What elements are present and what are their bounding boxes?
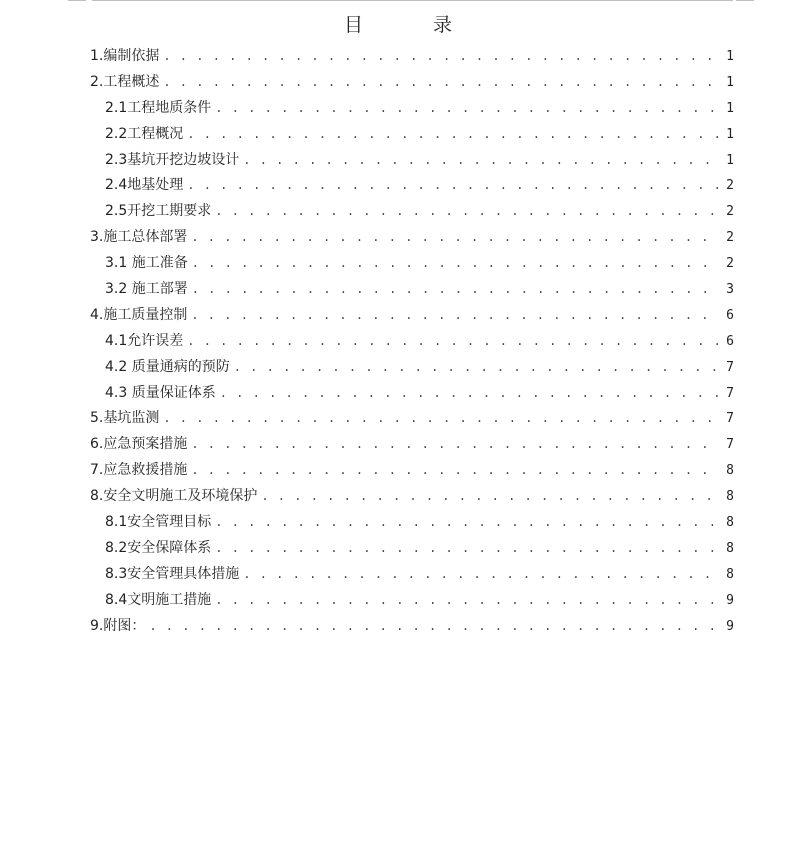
toc-entry-page-number: 8	[726, 540, 734, 556]
toc-entry-label: 3.1 施工准备	[105, 255, 188, 272]
toc-entry[interactable]	[90, 381, 734, 407]
toc-dot-leader	[163, 406, 718, 432]
toc-entry-label: 4.2 质量通病的预防	[105, 358, 230, 375]
toc-entry-page-number: 8	[726, 489, 734, 505]
toc-dot-leader	[215, 199, 718, 225]
toc-dot-leader	[163, 44, 718, 70]
toc-entry-page-number: 2	[726, 230, 734, 246]
toc-entry[interactable]	[90, 614, 734, 640]
toc-entry[interactable]	[90, 225, 734, 251]
toc-entry-page-number: 1	[726, 152, 734, 168]
toc-entry[interactable]	[90, 44, 734, 70]
toc-entry-label: 1.编制依据	[90, 48, 160, 64]
toc-entry[interactable]	[90, 70, 734, 96]
toc-entry-page-number: 1	[726, 126, 734, 142]
page-top-edge	[92, 0, 733, 4]
toc-entry-label: 6.应急预案措施	[90, 436, 188, 453]
toc-entry-page-number: 7	[726, 411, 734, 427]
toc-entry[interactable]	[90, 484, 734, 510]
toc-entry-label: 8.安全文明施工及环境保护	[90, 488, 258, 505]
table-of-contents	[90, 44, 734, 639]
toc-entry-label: 9.附图：	[90, 617, 146, 634]
toc-entry-label: 8.1安全管理目标	[105, 514, 212, 531]
toc-dot-leader	[187, 122, 718, 148]
toc-entry-page-number: 9	[726, 618, 734, 634]
toc-dot-leader	[215, 588, 718, 614]
toc-entry-page-number: 1	[726, 49, 734, 64]
toc-dot-leader	[187, 329, 718, 355]
toc-dot-leader	[191, 458, 718, 484]
toc-entry-label: 8.3安全管理具体措施	[105, 565, 240, 582]
toc-dot-leader	[215, 536, 718, 562]
toc-entry[interactable]	[90, 458, 734, 484]
toc-entry-label: 2.2工程概况	[105, 125, 184, 142]
toc-dot-leader	[220, 381, 718, 407]
toc-dot-leader	[215, 510, 718, 536]
toc-entry-page-number: 8	[726, 566, 734, 582]
toc-entry-label: 7.应急救援措施	[90, 462, 188, 479]
toc-dot-leader	[187, 173, 718, 199]
toc-entry-label: 2.1工程地质条件	[105, 99, 212, 116]
toc-entry[interactable]	[90, 122, 734, 148]
toc-entry[interactable]	[90, 355, 734, 381]
page-corner-mark-right	[736, 0, 754, 4]
toc-entry[interactable]	[90, 173, 734, 199]
toc-dot-leader	[192, 277, 718, 303]
toc-entry[interactable]	[90, 406, 734, 432]
toc-entry[interactable]	[90, 303, 734, 329]
toc-dot-leader	[163, 70, 718, 96]
toc-entry-page-number: 1	[726, 74, 734, 90]
page-corner-mark-left	[68, 0, 86, 4]
toc-entry-label: 4.3 质量保证体系	[105, 384, 216, 401]
toc-entry-label: 5.基坑监测	[90, 410, 160, 427]
toc-entry-label: 2.5开挖工期要求	[105, 203, 212, 220]
toc-entry-page-number: 1	[726, 100, 734, 116]
toc-dot-leader	[191, 432, 718, 458]
toc-entry-label: 4.1允许误差	[105, 332, 184, 349]
toc-entry-page-number: 6	[726, 333, 734, 349]
toc-entry-page-number: 3	[726, 282, 734, 298]
toc-entry[interactable]	[90, 510, 734, 536]
toc-entry-page-number: 6	[726, 307, 734, 323]
toc-entry[interactable]	[90, 432, 734, 458]
toc-dot-leader	[261, 484, 718, 510]
toc-dot-leader	[149, 614, 718, 640]
toc-dot-leader	[243, 148, 718, 174]
toc-dot-leader	[192, 251, 718, 277]
toc-entry[interactable]	[90, 251, 734, 277]
toc-entry-page-number: 7	[726, 359, 734, 375]
toc-entry[interactable]	[90, 96, 734, 122]
toc-title: 目 录	[343, 14, 485, 36]
toc-entry-label: 2.3基坑开挖边坡设计	[105, 151, 240, 168]
toc-entry-label: 2.工程概述	[90, 73, 160, 90]
toc-entry-label: 2.4地基处理	[105, 177, 184, 194]
toc-entry-page-number: 9	[726, 592, 734, 608]
toc-entry-page-number: 8	[726, 515, 734, 531]
toc-dot-leader	[191, 303, 718, 329]
toc-entry-page-number: 2	[726, 178, 734, 194]
toc-entry-label: 3.2 施工部署	[105, 281, 188, 298]
toc-entry[interactable]	[90, 536, 734, 562]
toc-entry-label: 8.4文明施工措施	[105, 591, 212, 608]
toc-entry-label: 4.施工质量控制	[90, 306, 188, 323]
toc-entry[interactable]	[90, 588, 734, 614]
toc-entry[interactable]	[90, 277, 734, 303]
toc-dot-leader	[243, 562, 718, 588]
toc-entry-label: 8.2安全保障体系	[105, 539, 212, 556]
toc-entry-page-number: 2	[726, 204, 734, 220]
toc-entry-page-number: 2	[726, 256, 734, 272]
toc-entry-page-number: 7	[726, 385, 734, 401]
toc-entry[interactable]	[90, 199, 734, 225]
toc-entry[interactable]	[90, 562, 734, 588]
toc-entry[interactable]	[90, 148, 734, 174]
toc-entry-page-number: 8	[726, 463, 734, 479]
toc-entry-label: 3.施工总体部署	[90, 229, 188, 246]
toc-dot-leader	[191, 225, 718, 251]
toc-entry[interactable]	[90, 329, 734, 355]
toc-dot-leader	[215, 96, 718, 122]
toc-dot-leader	[234, 355, 718, 381]
toc-entry-page-number: 7	[726, 437, 734, 453]
